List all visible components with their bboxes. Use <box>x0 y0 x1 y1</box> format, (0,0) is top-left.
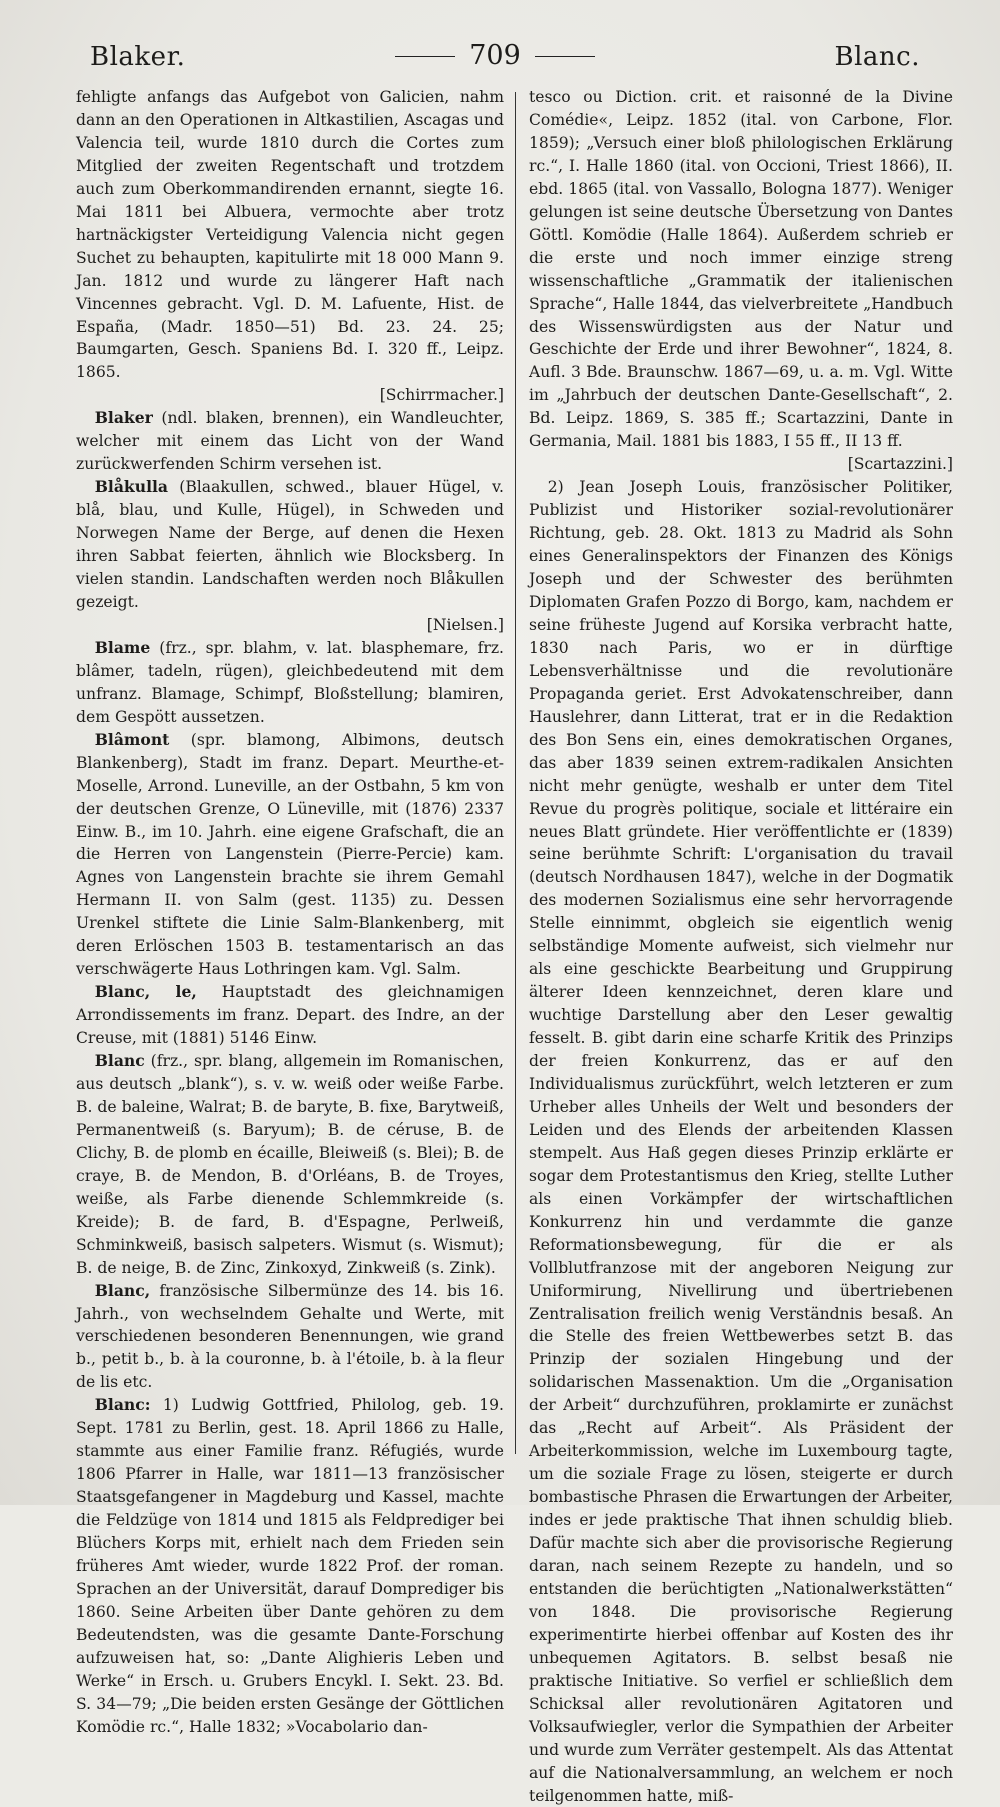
entry-paragraph <box>76 476 504 637</box>
right-column <box>529 86 953 1805</box>
entry-signature: [Nielsen.] <box>426 615 504 634</box>
entry-text: fehligte anfangs das Aufgebot von Galicien, nahm dann an den Operationen in Altkastilien, Ascagas und Valencia teil, wurde 1810 durch die Cortes zum Mitglied der zweiten Regentschaft und trotzdem auch zum Oberkommandirenden ernannt, siegte 16. Mai 1811 bei Albuera, vermochte aber trotz hartnäckigster Verteidigung Valencia nicht gegen Suchet zu behaupten, kapitulirte mit 18 000 Mann 9. Jan. 1812 und wurde zu längerer Haft nach Vincennes gebracht. Vgl. D. M. Lafuente, Hist. de España, (Madr. 1850—51) Bd. 23. 24. 25; Baumgarten, Gesch. Spaniens Bd. I. 320 ff., Leipz. 1865. <box>76 88 504 382</box>
entry-paragraph <box>76 407 504 476</box>
header-dash-right <box>535 56 595 57</box>
entry-text: tesco ou Diction. crit. et raisonné de la Divine Comédie«, Leipz. 1852 (ital. von Carbone, Flor. 1859); „Versuch einer bloß philologischen Erklärung rc.“, I. Halle 1860 (ital. von Occioni, Triest 1866), II. ebd. 1865 (ital. von Vassallo, Bologna 1877). Weniger gelungen ist seine deutsche Übersetzung von Dantes Göttl. Komödie (Halle 1864). Außerdem schrieb er die erste und noch immer einzige streng wissenschaftliche „Grammatik der italienischen Sprache“, Halle 1844, das vielverbreitete „Handbuch des Wissenswürdigsten aus der Natur und Geschichte der Erde und ihrer Bewohner“, 1824, 8. Aufl. 3 Bde. Braunschw. 1867—69, u. a. m. Vgl. Witte im „Jahrbuch der deutschen Dante-Gesellschaft“, 2. Bd. Leipz. 1869, S. 385 ff.; Scartazzini, Dante in Germania, Mail. 1881 bis 1883, I 55 ff., II 13 ff. <box>529 88 953 451</box>
entry-text: (Blaakullen, schwed., blauer Hügel, v. blå, blau, und Kulle, Hügel), in Schweden und Norwegen Name der Berge, auf denen die Hexen ihren Sabbat feierten, ähnlich wie Blocksberg. In vielen standin. Landschaften werden noch Blåkullen gezeigt. <box>76 478 504 611</box>
entry-lemma: Blaker <box>94 408 153 428</box>
entry-paragraph <box>76 1280 504 1395</box>
entry-text: französische Silbermünze des 14. bis 16. Jahrh., von wechselndem Gehalte und Werte, mit verschiedenen besonderen Benennungen, wie grand b., petit b., b. à la couronne, b. à l'étoile, b. à la fleur de lis etc. <box>76 1281 504 1392</box>
entry-signature: [Scartazzini.] <box>847 455 953 474</box>
entry-paragraph <box>76 1050 504 1280</box>
entry-paragraph <box>76 981 504 1050</box>
entry-lemma: Blame <box>94 637 151 657</box>
entry-text: (frz., spr. blahm, v. lat. blasphemare, frz. blâmer, tadeln, rügen), gleichbedeutend mit dem unfranz. Blamage, Schimpf, Bloßstellung; blamiren, dem Gespött aussetzen. <box>76 638 504 726</box>
column-divider <box>515 92 516 1454</box>
entry-paragraph <box>529 86 953 476</box>
entry-text: Hauptstadt des gleichnamigen Arrondissements im franz. Depart. des Indre, an der Creuse, mit (1881) 5146 Einw. <box>76 983 504 1048</box>
entry-paragraph <box>76 729 504 981</box>
entry-lemma: Blanc, le, <box>94 982 197 1002</box>
header-right-keyword: Blanc. <box>834 42 920 72</box>
entry-paragraph <box>529 476 953 1807</box>
header-left-keyword: Blaker. <box>90 42 186 72</box>
entry-lemma: Blåkulla <box>94 477 169 497</box>
entry-text: 2) Jean Joseph Louis, französischer Politiker, Publizist und Historiker sozial-revolutionärer Richtung, geb. 28. Okt. 1813 zu Madrid als Sohn eines Generalinspektors der Finanzen des Königs Joseph und der Schwester des berühmten Diplomaten Grafen Pozzo di Borgo, kam, nachdem er seine früheste Jugend auf Korsika verbracht hatte, 1830 nach Paris, wo er in dürftige Lebensverhältnisse und die revolutionäre Propaganda geriet. Erst Advokatenschreiber, dann Hauslehrer, dann Litterat, trat er in die Redaktion des Bon Sens ein, eines demokratischen Organes, das aber 1839 seinen extrem-radikalen Ansichten nicht mehr genügte, weshalb er unter dem Titel Revue du progrès politique, sociale et littéraire ein neues Blatt gründete. Hier veröffentlichte er (1839) seine berühmte Schrift: L'organisation du travail (deutsch Nordhausen 1847), welche in der Dogmatik des modernen Sozialismus eine sehr hervorragende Stelle einnimmt, obgleich sie eigentlich wenig selbständige Momente aufweist, sich vielmehr nur als eine geschickte Bearbeitung und Gruppirung älterer Ideen kennzeichnet, deren klare und wuchtige Darstellung aber den Leser gewaltig fesselt. B. gibt darin eine scharfe Kritik des Prinzips der freien Konkurrenz, das er auf den Individualismus zurückführt, welch letzteren er zum Urheber alles Unheils der Welt und besonders der Leiden und des Elends der arbeitenden Klassen stempelt. Aus Haß gegen dieses Prinzip erklärte er sogar dem Protestantismus den Krieg, stellte Luther als einen Vorkämpfer der wirtschaftlichen Konkurrenz hin und verdammte die ganze Reformationsbewegung, für die er als Vollblutfranzose mit der angeboren Neigung zur Uniformirung, Nivellirung und übertriebenen Zentralisation freilich wenig Verständnis besaß. An die Stelle des freien Wettbewerbes setzt B. das Prinzip der sozialen Hingebung und der solidarischen Massenaktion. Um die „Organisation der Arbeit“ durchzuführen, proklamirte er zunächst das „Recht auf Arbeit“. Als Präsident der Arbeiterkommission, welche im Luxembourg tagte, um die soziale Frage zu lösen, steigerte er durch bombastische Phrasen die Erwartungen der Arbeiter, indes er jede praktische That ihnen schuldig blieb. Dafür machte sich aber die provisorische Regierung daran, nach seinem Rezepte zu handeln, und so entstanden die berüchtigten „Nationalwerkstätten“ von 1848. Die provisorische Regierung experimentirte hierbei offenbar auf Kosten des ihr unbequemen Agitators. B. selbst besaß nie praktische Initiative. So verfiel er schließlich dem Schicksal aller revolutionären Agitatoren und Volksaufwiegler, verlor die Sympathien der Arbeiter und wurde zum Verräter gestempelt. Als das Attentat auf die Nationalversammlung, an welchem er noch teilgenommen hatte, miß- <box>529 478 953 1805</box>
left-column <box>76 86 504 1736</box>
entry-paragraph <box>76 86 504 407</box>
running-header <box>70 34 920 80</box>
entry-text: (frz., spr. blang, allgemein im Romanischen, aus deutsch „blank“), s. v. w. weiß oder weiße Farbe. B. de baleine, Walrat; B. de baryte, B. fixe, Barytweiß, Permanentweiß (s. Baryum); B. de céruse, B. de Clichy, B. de plomb en écaille, Bleiweiß (s. Blei); B. de craye, B. de Mendon, B. d'Orléans, B. de Troyes, weiße, als Farbe dienende Schlemmkreide (s. Kreide); B. de fard, B. d'Espagne, Perlweiß, Schminkweiß, basisch salpeters. Wismut (s. Wismut); B. de neige, B. de Zinc, Zinkoxyd, Zinkweiß (s. Zink). <box>76 1052 504 1277</box>
header-dash-left <box>395 56 455 57</box>
entry-signature: [Schirrmacher.] <box>379 386 504 405</box>
entry-paragraph <box>76 1394 504 1738</box>
entry-text: (spr. blamong, Albimons, deutsch Blankenberg), Stadt im franz. Depart. Meurthe-et-Moselle, Arrond. Luneville, an der Ostbahn, 5 km von der deutschen Grenze, O Lüneville, mit (1876) 2337 Einw. B., im 10. Jahrh. eine eigene Grafschaft, die an die Herren von Langenstein (Pierre-Percie) kam. Agnes von Langenstein brachte sie ihrem Gemahl Hermann II. von Salm (gest. 1135) zu. Dessen Urenkel stiftete die Linie Salm-Blankenberg, mit deren Erlöschen 1503 B. testamentarisch an das verschwägerte Haus Lothringen kam. Vgl. Salm. <box>76 730 504 979</box>
entry-text: 1) Ludwig Gottfried, Philolog, geb. 19. Sept. 1781 zu Berlin, gest. 18. April 1866 zu Halle, stammte aus einer Familie franz. Réfugiés, wurde 1806 Pfarrer in Halle, war 1811—13 französischer Staatsgefangener in Magdeburg und Kassel, machte die Feldzüge von 1814 und 1815 als Feldprediger bei Blüchers Korps mit, erhielt nach dem Frieden sein früheres Amt wieder, wurde 1822 Prof. der roman. Sprachen an der Universität, darauf Domprediger bis 1860. Seine Arbeiten über Dante gehören zu dem Bedeutendsten, was die gesamte Dante-Forschung aufzuweisen hat, so: „Dante Alighieris Leben und Werke“ in Ersch. u. Grubers Encykl. I. Sekt. 23. Bd. S. 34—79; „Die beiden ersten Gesänge der Göttlichen Komödie rc.“, Halle 1832; »Vocabolario dan- <box>76 1396 504 1736</box>
entry-lemma: Blanc <box>94 1051 145 1071</box>
entry-lemma: Blâmont <box>94 729 170 749</box>
entry-text: (ndl. blaken, brennen), ein Wandleuchter, welcher mit einem das Licht von der Wand zurückwerfenden Schirm versehen ist. <box>76 409 504 474</box>
page-number: 709 <box>469 40 521 71</box>
entry-lemma: Blanc: <box>94 1395 151 1415</box>
entry-paragraph <box>76 637 504 729</box>
page-number-line <box>70 40 920 71</box>
entry-lemma: Blanc, <box>94 1280 151 1300</box>
